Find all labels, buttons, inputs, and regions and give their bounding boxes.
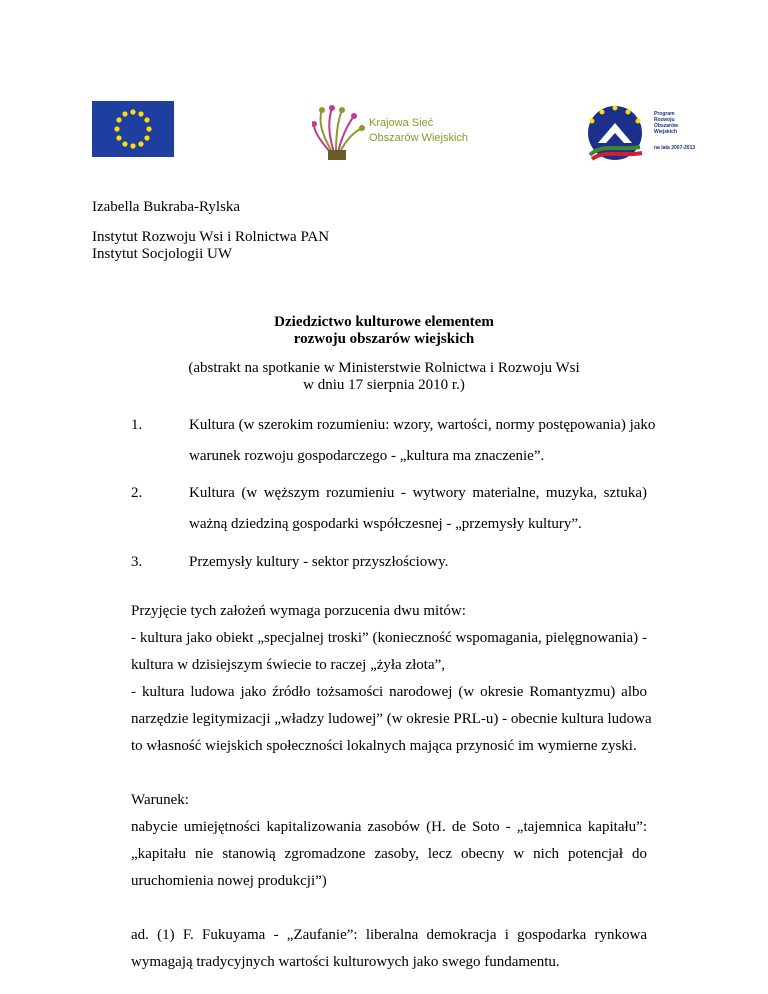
affiliation-1: Instytut Rozwoju Wsi i Rolnictwa PAN bbox=[92, 229, 330, 245]
document-subtitle-line2: w dniu 17 sierpnia 2010 r.) bbox=[303, 377, 465, 393]
prow-line-1: Program bbox=[654, 111, 675, 117]
prow-line-2: Rozwoju bbox=[654, 117, 675, 123]
list-item-number: 3. bbox=[131, 554, 143, 570]
list-item-text: ważną dziedziną gospodarki współczesnej - „przemysły kultury”. bbox=[189, 516, 582, 532]
paragraph-line: Przyjęcie tych założeń wymaga porzucenia dwu mitów: bbox=[131, 603, 466, 619]
list-item-number: 2. bbox=[131, 485, 143, 501]
eu-flag-icon bbox=[92, 101, 174, 157]
ksow-line2: Obszarów Wiejskich bbox=[369, 132, 469, 144]
prow-logo-icon bbox=[578, 103, 652, 163]
ksow-tree-icon bbox=[312, 104, 368, 164]
paragraph-line: ad. (1) F. Fukuyama - „Zaufanie”: liberalna demokracja i gospodarka rynkowa bbox=[131, 927, 647, 943]
paragraph-line: wymagają tradycyjnych wartości kulturowych jako swego fundamentu. bbox=[131, 954, 560, 970]
eu-flag-logo bbox=[92, 101, 174, 157]
paragraph-line: to własność wiejskich społeczności lokalnych mająca przynosić im wymierne zyski. bbox=[131, 738, 637, 754]
document-subtitle-line1: (abstrakt na spotkanie w Ministerstwie Rolnictwa i Rozwoju Wsi bbox=[188, 360, 580, 376]
list-item-text: Przemysły kultury - sektor przyszłościowy. bbox=[189, 554, 449, 570]
list-item-text: Kultura (w szerokim rozumieniu: wzory, wartości, normy postępowania) jako bbox=[189, 417, 656, 433]
list-item-text: warunek rozwoju gospodarczego - „kultura ma znaczenie”. bbox=[189, 448, 545, 464]
list-item-number: 1. bbox=[131, 417, 143, 433]
prow-logo bbox=[578, 103, 698, 163]
prow-logo-text bbox=[654, 111, 678, 135]
paragraph-line: nabycie umiejętności kapitalizowania zasobów (H. de Soto - „tajemnica kapitału”: bbox=[131, 819, 647, 835]
document-title-line2: rozwoju obszarów wiejskich bbox=[293, 331, 475, 347]
document-title-line1: Dziedzictwo kulturowe elementem bbox=[274, 314, 494, 330]
ksow-logo-text bbox=[369, 116, 468, 146]
paragraph-line: uruchomienia nowej produkcji”) bbox=[131, 873, 327, 889]
ksow-logo bbox=[312, 104, 502, 164]
paragraph-line: - kultura ludowa jako źródło tożsamości narodowej (w okresie Romantyzmu) albo bbox=[131, 684, 647, 700]
paragraph-line: kultura w dzisiejszym świecie to raczej „żyła złota”, bbox=[131, 657, 446, 673]
paragraph-line: Warunek: bbox=[131, 792, 189, 808]
prow-years: na lata 2007-2013 bbox=[654, 145, 696, 151]
paragraph-line: - kultura jako obiekt „specjalnej troski” (konieczność wspomagania, pielęgnowania) - bbox=[131, 630, 647, 646]
paragraph-line: narzędzie legitymizacji „władzy ludowej” (w okresie PRL-u) - obecnie kultura ludowa bbox=[131, 711, 652, 727]
paragraph-line: „kapitału nie stanowią zgromadzone zasoby, lecz obecny w nich potencjał do bbox=[131, 846, 647, 862]
ksow-line1: Krajowa Sieć bbox=[369, 117, 434, 129]
author-name: Izabella Bukraba-Rylska bbox=[92, 199, 241, 215]
prow-line-3: Obszarów bbox=[654, 123, 678, 129]
prow-line-4: Wiejskich bbox=[654, 129, 678, 135]
affiliation-2: Instytut Socjologii UW bbox=[92, 246, 232, 262]
list-item-text: Kultura (w węższym rozumieniu - wytwory materialne, muzyka, sztuka) bbox=[189, 485, 647, 501]
